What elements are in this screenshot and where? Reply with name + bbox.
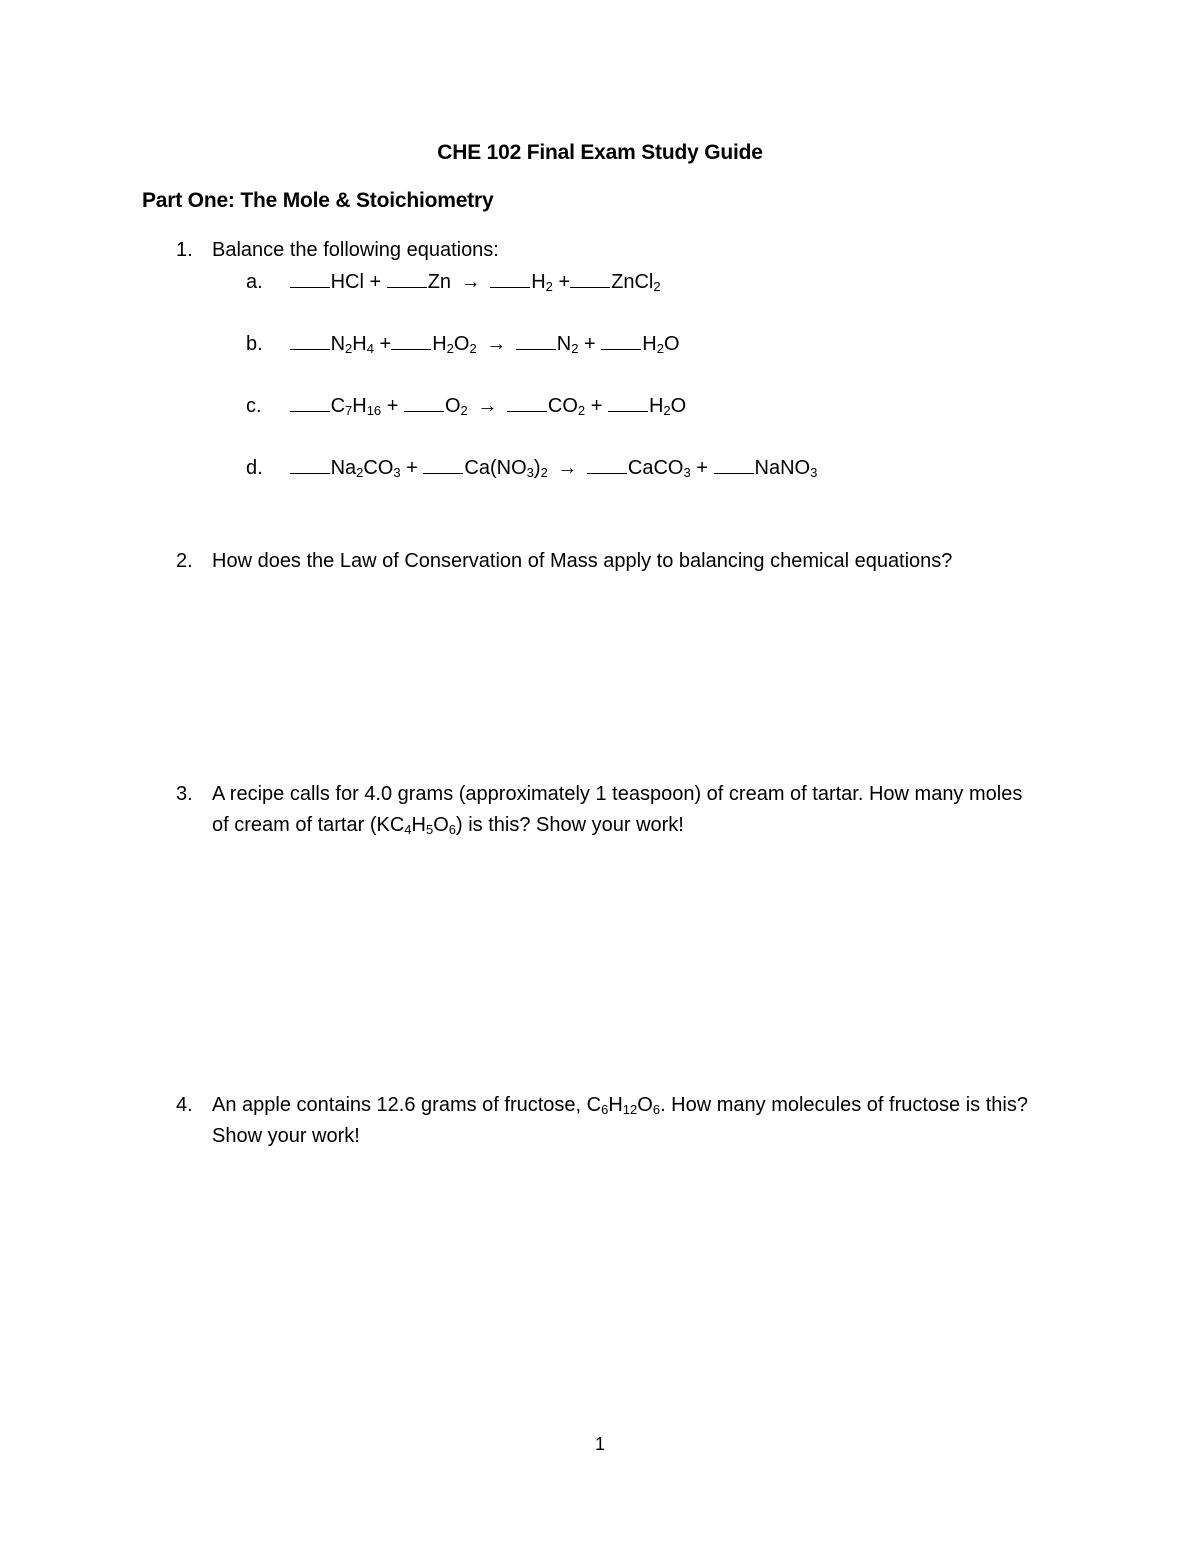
plus-sign: + xyxy=(406,457,418,479)
reactant: HCl xyxy=(330,271,364,293)
answer-blank[interactable] xyxy=(290,269,330,288)
subscript: 2 xyxy=(345,341,353,356)
question-text-part: . How many molecules of fructose is this? Show your work! xyxy=(212,1094,1028,1147)
reactant: CO xyxy=(363,457,394,479)
question-text-part: A recipe calls for 4.0 grams (approximately 1 teaspoon) of cream of tartar. How many moles of cream of tartar (KC xyxy=(212,783,1023,836)
arrow-icon: → xyxy=(557,457,578,479)
section-heading: Part One: The Mole & Stoichiometry xyxy=(142,189,494,212)
question-text-part: An apple contains 12.6 grams of fructose, C xyxy=(212,1094,602,1116)
reactant: H xyxy=(352,395,367,417)
answer-blank[interactable] xyxy=(404,393,444,412)
equation-letter: a. xyxy=(246,271,263,293)
subscript: 12 xyxy=(622,1102,638,1117)
page-title: CHE 102 Final Exam Study Guide xyxy=(437,141,763,164)
subscript: 2 xyxy=(577,403,586,418)
product: O xyxy=(670,395,687,417)
product: CaCO xyxy=(627,457,684,479)
product: H xyxy=(648,395,664,417)
product: N xyxy=(556,333,572,355)
subscript: 3 xyxy=(393,465,401,480)
answer-blank[interactable] xyxy=(290,331,330,350)
reactant: C xyxy=(330,395,346,417)
subscript: 2 xyxy=(540,465,548,480)
plus-sign: + xyxy=(369,271,382,293)
subscript: 5 xyxy=(425,822,434,837)
answer-blank[interactable] xyxy=(714,455,754,474)
subscript: 2 xyxy=(663,403,671,418)
question-text-part: H xyxy=(411,814,426,836)
product: NaNO xyxy=(754,457,811,479)
answer-blank[interactable] xyxy=(490,269,530,288)
subscript: 3 xyxy=(683,465,691,480)
answer-blank[interactable] xyxy=(601,331,641,350)
answer-blank[interactable] xyxy=(570,269,610,288)
question-text-part: ) is this? Show your work! xyxy=(456,814,684,836)
reactant: O xyxy=(453,333,470,355)
plus-sign: + xyxy=(386,395,399,417)
question-text: How does the Law of Conservation of Mass apply to balancing chemical equations? xyxy=(212,550,953,572)
subscript: 2 xyxy=(656,341,664,356)
answer-blank[interactable] xyxy=(507,393,547,412)
question-text-part: H xyxy=(608,1094,623,1116)
answer-blank[interactable] xyxy=(290,393,330,412)
answer-blank[interactable] xyxy=(608,393,648,412)
subscript: 6 xyxy=(448,822,456,837)
arrow-icon: → xyxy=(486,333,507,355)
answer-blank[interactable] xyxy=(423,455,463,474)
product: O xyxy=(663,333,680,355)
equation-b xyxy=(246,330,680,358)
plus-sign: + xyxy=(590,395,603,417)
reactant: H xyxy=(352,333,367,355)
arrow-icon: → xyxy=(460,271,481,293)
subscript: 6 xyxy=(652,1102,661,1117)
subscript: 4 xyxy=(366,341,374,356)
plus-sign: + xyxy=(696,457,708,479)
page-number: 1 xyxy=(594,1434,605,1454)
reactant: Na xyxy=(330,457,357,479)
reactant: ) xyxy=(533,457,541,479)
reactant: O xyxy=(444,395,461,417)
question-text: Balance the following equations: xyxy=(212,239,499,261)
question-number: 2. xyxy=(176,550,193,572)
question-number: 3. xyxy=(176,783,193,805)
plus-sign: + xyxy=(558,271,571,293)
subscript: 2 xyxy=(545,279,553,294)
subscript: 2 xyxy=(469,341,477,356)
equation-a xyxy=(246,268,661,296)
question-number: 1. xyxy=(176,239,193,261)
equation-letter: c. xyxy=(246,395,262,417)
question-text xyxy=(212,779,1042,841)
product: ZnCl xyxy=(611,271,654,293)
subscript: 2 xyxy=(460,403,468,418)
equation-letter: b. xyxy=(246,333,263,355)
equation-letter: d. xyxy=(246,457,263,479)
reactant: Zn xyxy=(427,271,452,293)
subscript: 16 xyxy=(366,403,382,418)
product: H xyxy=(531,271,546,293)
equation-d xyxy=(246,454,817,482)
product: H xyxy=(642,333,657,355)
subscript: 2 xyxy=(571,341,579,356)
subscript: 2 xyxy=(356,465,364,480)
reactant: Ca(NO xyxy=(464,457,527,479)
question-text-part: O xyxy=(637,1094,653,1116)
subscript: 6 xyxy=(601,1102,609,1117)
answer-blank[interactable] xyxy=(391,331,431,350)
question-text xyxy=(212,1090,1042,1152)
answer-blank[interactable] xyxy=(587,455,627,474)
plus-sign: + xyxy=(379,333,392,355)
answer-blank[interactable] xyxy=(516,331,556,350)
product: CO xyxy=(547,395,578,417)
subscript: 2 xyxy=(446,341,454,356)
question-number: 4. xyxy=(176,1094,193,1116)
arrow-icon: → xyxy=(477,395,498,417)
subscript: 2 xyxy=(653,279,661,294)
answer-blank[interactable] xyxy=(387,269,427,288)
reactant: N xyxy=(330,333,346,355)
question-text-part: O xyxy=(433,814,449,836)
subscript: 7 xyxy=(345,403,353,418)
equation-c xyxy=(246,392,686,420)
reactant: H xyxy=(432,333,447,355)
subscript: 4 xyxy=(404,822,412,837)
subscript: 3 xyxy=(810,465,818,480)
answer-blank[interactable] xyxy=(290,455,330,474)
plus-sign: + xyxy=(584,333,596,355)
subscript: 3 xyxy=(526,465,534,480)
